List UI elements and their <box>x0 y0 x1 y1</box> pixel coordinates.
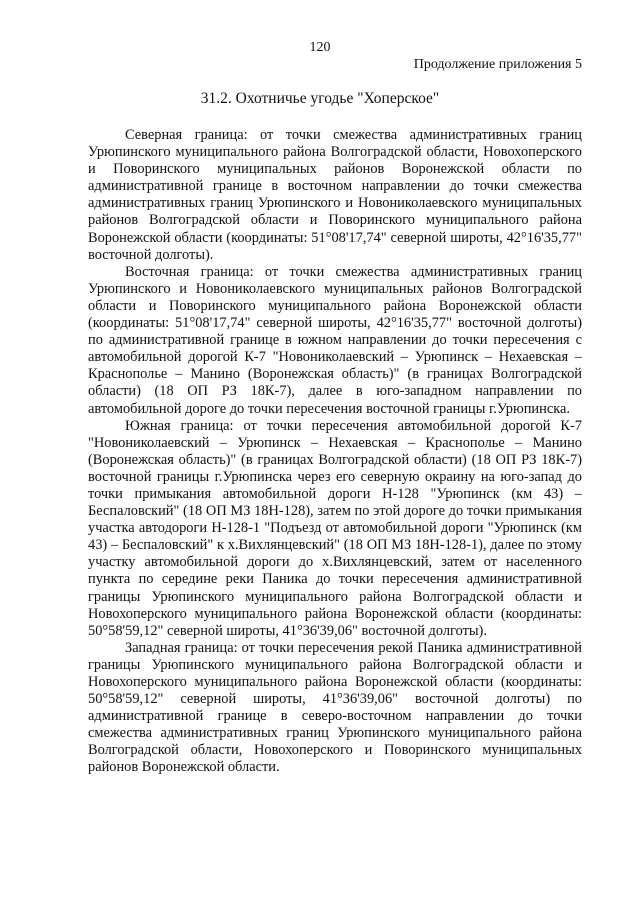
section-title: 31.2. Охотничье угодье "Хоперское" <box>200 90 440 107</box>
page-number: 120 <box>309 40 331 55</box>
paragraph-west-boundary: Западная граница: от точки пересечения рекой Паника административной границы Урюпинского муниципального района Волгоградской области и Новохоперского муниципального района Воронежской области (координаты: 50°58'59,12" северной широты, 41°36'39,06" восточной долготы) по административной границе в северо-восточном направлении до точки смежества административных границ Урюпинского муниципального района Волгоградской области, Новохоперского и Поворинского муниципальных районов Воронежской области. <box>88 639 582 776</box>
paragraph-east-boundary: Восточная граница: от точки смежества административных границ Урюпинского и Новониколаевского муниципальных районов Волгоградской области и Поворинского муниципального района Воронежской области (координаты: 51°08'17,74" северной широты, 42°16'35,77" восточной долготы) по административной границе в южном направлении до точки пересечения с автомобильной дорогой К-7 "Новониколаевский – Урюпинск – Нехаевская – Краснополье – Манино (Воронежская область)" (в границах Волгоградской области) (18 ОП РЗ 18К-7), далее в юго-западном направлении по автомобильной дороге до точки пересечения восточной границы г.Урюпинска. <box>88 263 582 417</box>
paragraph-south-boundary: Южная граница: от точки пересечения автомобильной дорогой К-7 "Новониколаевский – Урюпинск – Нехаевская – Краснополье – Манино (Воронежская область)" (в границах Волгоградской области) (18 ОП РЗ 18К-7) восточной границы г.Урюпинска через его северную окраину на юго-запад до точки примыкания автомобильной дороги Н-128 "Урюпинск (км 43) – Беспаловский" (18 ОП МЗ 18Н-128), затем по этой дороге до точки примыкания участка автодороги Н-128-1 "Подъезд от автомобильной дороги "Урюпинск (км 43) – Беспаловский" к х.Вихлянцевский" (18 ОП МЗ 18Н-128-1), далее по этому участку автомобильной дороги до х.Вихлянцевский, затем от населенного пункта по середине реки Паника до точки пересечения административной границы Урюпинского муниципального района Волгоградской области и Новохоперского муниципального района Воронежской области (координаты: 50°58'59,12" северной широты, 41°36'39,06" восточной долготы). <box>88 417 582 639</box>
document-body <box>88 127 582 777</box>
appendix-continuation-note: Продолжение приложения 5 <box>413 57 582 72</box>
paragraph-north-boundary: Северная граница: от точки смежества административных границ Урюпинского муниципального района Волгоградской области, Новохоперского и Поворинского муниципальных районов Воронежской области по административной границе в восточном направлении до точки смежества административных границ Урюпинского и Новониколаевского муниципальных районов Волгоградской области и Поворинского муниципального района Воронежской области (координаты: 51°08'17,74" северной широты, 42°16'35,77" восточной долготы). <box>88 127 582 263</box>
